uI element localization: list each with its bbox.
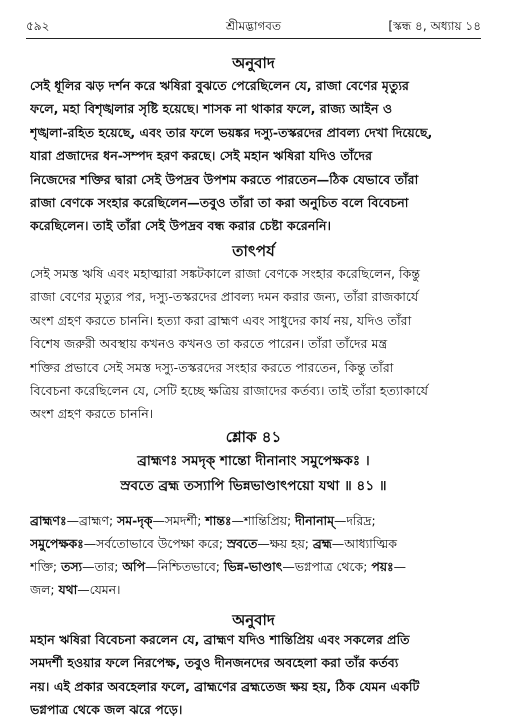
text-line: নিজেদের শক্তির দ্বারা সেই উপদ্রব উপশম করতে পারতেন—ঠিক যেভাবে তাঁরা — [30, 171, 419, 187]
book-title: শ্রীমদ্ভাগবত — [225, 19, 281, 33]
synonym-word: দীনানাম্ — [295, 513, 335, 528]
synonym-word: অপি — [122, 559, 146, 574]
text-line: ফলে, মহা বিশৃঙ্খলার সৃষ্টি হয়েছে। শাসক না থাকার ফলে, রাজ্য আইন ও — [30, 101, 393, 117]
header-rule — [26, 38, 481, 39]
page-number: ৫৯২ — [26, 19, 50, 33]
synonym-meaning: — — [393, 559, 407, 574]
synonym-meaning: শক্তি; — [30, 559, 62, 574]
chapter-reference: [স্কন্ধ ৪, অধ্যায় ১৪ — [388, 19, 481, 33]
synonym-meaning: —নিশ্চিতভাবে; — [145, 559, 224, 574]
text-line: সেই ধূলির ঝড় দর্শন করে ঋষিরা বুঝতে পেরেছিলেন যে, রাজা বেণের মৃত্যুর — [30, 78, 409, 93]
text-line: রাজা বেণের মৃত্যুর পর, দস্যু-তস্করদের প্রাবল্য দমন করার জন্য, তাঁরা রাজকার্যে — [30, 289, 419, 305]
verse-heading: শ্লোক ৪১ — [225, 428, 282, 446]
synonym-meaning: —তার; — [82, 559, 123, 574]
synonym-line — [30, 578, 479, 601]
text-line: রাজা বেণকে সংহার করেছিলেন—তবুও তাঁরা তা করা অনুচিত বলে বিবেচনা — [30, 195, 409, 211]
synonym-meaning: —ভগ্নপাত্র থেকে; — [282, 559, 372, 574]
text-line: সেই সমস্ত ঋষি এবং মহাত্মারা সঙ্কটকালে রাজা বেণকে সংহার করেছিলেন, কিন্তু — [30, 266, 421, 281]
synonym-meaning: —ব্রাহ্মণ; — [66, 513, 118, 528]
text-line: নয়। এই প্রকার অবহেলার ফলে, ব্রাহ্মণের ব্রহ্মতেজ ক্ষয় হয়, ঠিক যেমন একটি — [30, 678, 420, 694]
synonym-meaning: —সর্বতোভাবে উপেক্ষা করে; — [83, 536, 227, 551]
purport-text — [30, 262, 479, 426]
text-line: যারা প্রজাদের ধন-সম্পদ হরণ করছে। সেই মহান ঋষিরা যদিও তাঁদের — [30, 148, 373, 164]
synonym-word: তস্য — [61, 559, 83, 574]
synonym-word: সমুপেক্ষকঃ — [30, 536, 84, 551]
text-line: অংশ গ্রহণ করতে চাননি। হত্যা করা ব্রাহ্মণ এবং সাধুদের কার্য নয়, যদিও তাঁরা — [30, 312, 412, 328]
text-line: শৃঙ্খলা-রহিত হয়েছে, এবং তার ফলে ভয়ঙ্কর দস্যু-তস্করদের প্রাবল্য দেখা দিয়েছে, — [30, 124, 433, 140]
synonym-word: ব্রাহ্মণঃ — [30, 513, 67, 528]
synonym-word: স্রবতে — [226, 536, 258, 551]
synonym-word: শান্তঃ — [205, 513, 232, 528]
synonym-meaning: —শান্তিপ্রিয়; — [231, 513, 296, 528]
text-line: বিবেচনা করেছিলেন যে, সেটি হচ্ছে ক্ষত্রিয় রাজাদের কর্তব্য। তাই তাঁরা হত্যাকার্যে — [30, 383, 429, 399]
translation-text-2 — [30, 628, 479, 722]
synonym-line — [30, 509, 479, 532]
synonym-meaning: —ক্ষয় হয়; — [257, 536, 313, 551]
synonyms — [30, 509, 479, 601]
synonym-word: ব্রহ্ম — [312, 536, 332, 551]
text-line: করেছিলেন। তাই তাঁরা সেই উপদ্রব বন্ধ করার চেষ্টা করেননি। — [30, 218, 331, 234]
verse-line-2: স্রবতে ব্রহ্ম তস্যাপি ভিন্নভাণ্ডাৎপয়ো যথা ॥ ৪১ ॥ — [120, 478, 387, 494]
page-header — [26, 18, 481, 38]
translation-heading: অনুবাদ — [232, 54, 275, 72]
synonym-word: ভিন্ন-ভাণ্ডাৎ — [223, 559, 283, 574]
verse-line-1: ব্রাহ্মণঃ সমদৃক্ শান্তো দীনানাং সমুপেক্ষকঃ । — [137, 453, 370, 469]
synonym-meaning: —যেমন। — [77, 582, 121, 597]
text-line: শক্তির প্রভাবে সেই সমস্ত দস্যু-তস্করদের সংহার করতে পারতেন, কিন্তু তাঁরা — [30, 359, 394, 375]
synonym-line — [30, 532, 479, 555]
synonym-meaning: —আধ্যাত্মিক — [331, 536, 397, 551]
synonym-word: পয়ঃ — [371, 559, 394, 574]
text-line: মহান ঋষিরা বিবেচনা করলেন যে, ব্রাহ্মণ যদিও শান্তিপ্রিয় এবং সকলের প্রতি — [30, 632, 410, 647]
synonym-word: সম-দৃক্ — [117, 513, 153, 528]
text-line: বিশেষ জরুরী অবস্থায় কখনও কখনও তা করতে পারেন। তাঁরা তাঁদের মন্ত্র — [30, 336, 388, 352]
purport-heading: তাৎপর্য — [232, 242, 275, 260]
synonym-line — [30, 555, 479, 578]
synonym-word: যথা — [58, 582, 78, 597]
synonym-meaning: —দরিদ্র; — [334, 513, 376, 528]
translation-heading-2: অনুবাদ — [232, 611, 275, 629]
text-line: ভগ্নপাত্র থেকে জল ঝরে পড়ে। — [30, 702, 183, 718]
translation-text — [30, 74, 479, 238]
synonym-meaning: —সমদর্শী; — [152, 513, 206, 528]
text-line: সমদর্শী হওয়ার ফলে নিরপেক্ষ, তবুও দীনজনদের অবহেলা করা তাঁর কর্তব্য — [30, 655, 399, 671]
text-line: অংশ গ্রহণ করতে চাননি। — [30, 406, 154, 422]
synonym-meaning: জল; — [30, 582, 59, 597]
